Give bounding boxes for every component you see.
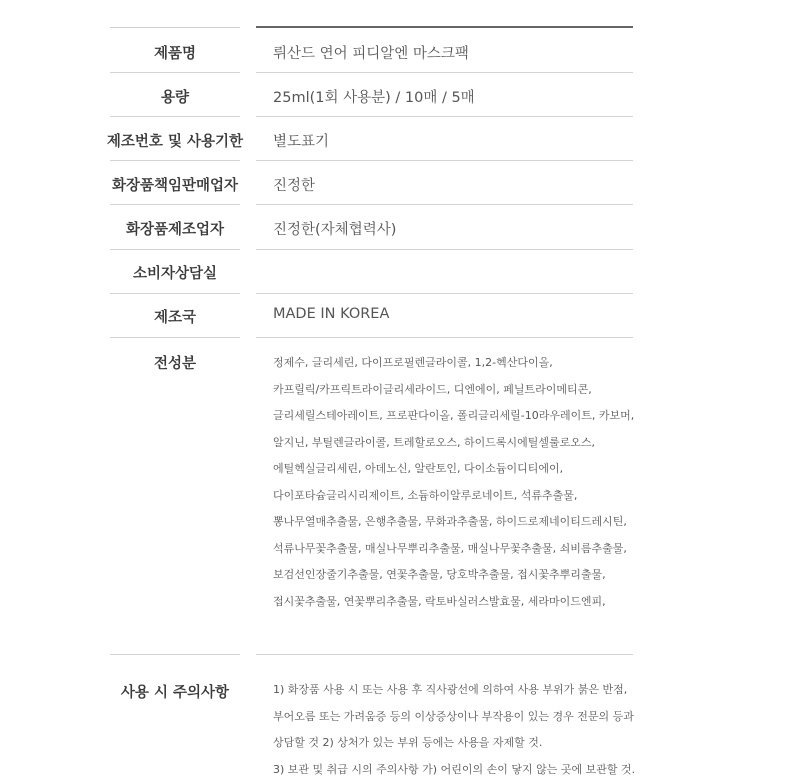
row-label: 제조국 bbox=[153, 310, 197, 326]
ingredients-list bbox=[273, 350, 653, 615]
caution-line: 3) 보관 및 취급 시의 주의사항 가) 어린이의 손이 닿지 않는 곳에 보관할 것. bbox=[273, 762, 636, 776]
table-top-rule-left bbox=[110, 27, 240, 28]
row-divider-left bbox=[110, 116, 240, 117]
ingredients-line: 접시꽃추출물, 연꽃뿌리추출물, 락토바실러스발효물, 세라마이드엔피, bbox=[273, 594, 606, 608]
row-divider-left bbox=[110, 204, 240, 205]
ingredients-line: 뽕나무열매추출물, 은행추출물, 무화과추출물, 하이드로제네이티드레시틴, bbox=[273, 515, 627, 528]
row-divider-left bbox=[110, 160, 240, 161]
row-divider-right bbox=[256, 160, 633, 161]
ingredients-line: 다이포타슘글리시리제이트, 소듐하이알루로네이트, 석류추출물, bbox=[273, 488, 578, 502]
ingredients-line: 글리세릴스테아레이트, 프로판다이올, 폴리글리세릴-10라우레이트, 카보머, bbox=[273, 409, 635, 422]
row-label: 화장품제조업자 bbox=[125, 222, 225, 238]
ingredients-line: 석류나무꽃추출물, 매실나무뿌리추출물, 매실나무꽃추출물, 쇠비름추출물, bbox=[273, 541, 627, 555]
row-divider-left bbox=[110, 249, 240, 250]
row-divider-left bbox=[110, 72, 240, 73]
row-value: 별도표기 bbox=[273, 134, 330, 150]
ingredients-line: 에틸헥실글리세린, 아데노신, 알란토인, 다이소듐이디티에이, bbox=[273, 462, 564, 475]
row-value: MADE IN KOREA bbox=[273, 306, 390, 322]
row-divider-right bbox=[256, 293, 633, 294]
row-divider-right bbox=[256, 654, 633, 655]
row-value: 뤼산드 연어 피디알엔 마스크팩 bbox=[273, 46, 469, 62]
row-value: 진정한 bbox=[273, 178, 316, 194]
table-top-rule-right bbox=[256, 26, 633, 28]
row-label: 제조번호 및 사용기한 bbox=[106, 134, 244, 150]
row-divider-right bbox=[256, 204, 633, 205]
row-divider-left bbox=[110, 337, 240, 338]
caution-heading: 사용 시 주의사항 bbox=[120, 685, 230, 701]
row-label: 전성분 bbox=[153, 356, 197, 372]
ingredients-line: 알지닌, 부틸렌글라이콜, 트레할로오스, 하이드록시에틸셀룰로오스, bbox=[273, 435, 596, 449]
caution-line: 부어오름 또는 가려움증 등의 이상증상이나 부작용이 있는 경우 전문의 등과 bbox=[273, 709, 634, 723]
row-divider-right bbox=[256, 249, 633, 250]
caution-line: 1) 화장품 사용 시 또는 사용 후 직사광선에 의하여 사용 부위가 붉은 반점, bbox=[273, 683, 628, 696]
row-divider-right bbox=[256, 72, 633, 73]
row-value: 진정한(자체협력사) bbox=[273, 222, 397, 238]
caution-text bbox=[273, 677, 653, 783]
row-divider-right bbox=[256, 337, 633, 338]
ingredients-line: 보검선인장줄기추출물, 연꽃추출물, 당호박추출물, 접시꽃추뿌리출물, bbox=[273, 568, 606, 581]
caution-line: 상담할 것 2) 상처가 있는 부위 등에는 사용을 자제할 것. bbox=[273, 736, 543, 749]
row-value: 25ml(1회 사용분) / 10매 / 5매 bbox=[273, 90, 475, 106]
row-label: 용량 bbox=[160, 90, 189, 106]
ingredients-line: 정제수, 글리세린, 다이프로필렌글라이콜, 1,2-헥산다이올, bbox=[273, 356, 553, 369]
ingredients-line: 카프릴릭/카프릭트라이글리세라이드, 디엔에이, 페닐트라이메티콘, bbox=[273, 382, 592, 396]
row-label: 제품명 bbox=[153, 46, 197, 62]
row-label: 화장품책임판매업자 bbox=[111, 178, 239, 194]
row-divider-left bbox=[110, 293, 240, 294]
row-divider-right bbox=[256, 116, 633, 117]
row-divider-left bbox=[110, 654, 240, 655]
row-label: 소비자상담실 bbox=[132, 266, 218, 282]
